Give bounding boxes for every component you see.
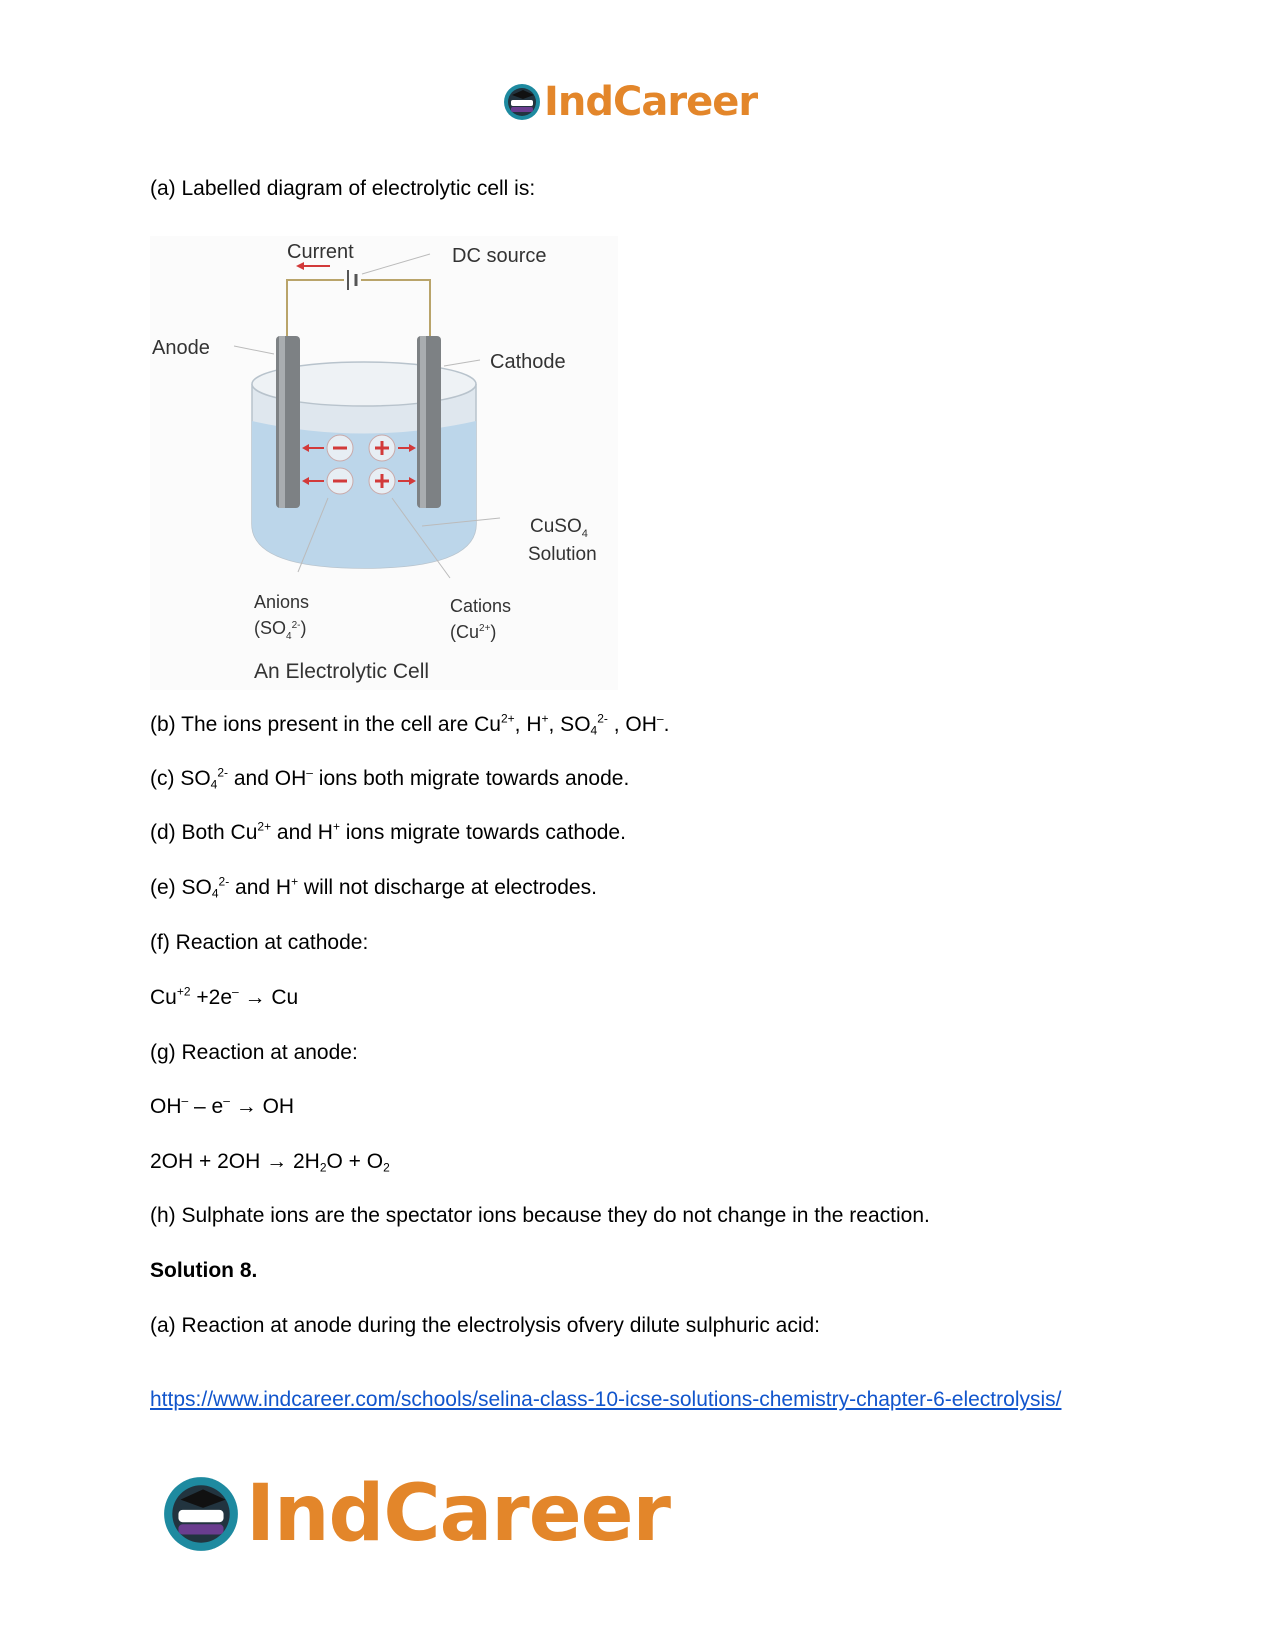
logo-wordmark: IndCareer [246,1469,670,1559]
label-solution-line-2: Solution [528,544,597,565]
book-mortarboard-icon [502,82,542,122]
paragraph-e: (e) $SO_4^{2-}$ and H+ will not discharge at electrodes. [150,874,597,901]
paragraph-s8a: (a) Reaction at anode during the electrolysis ofvery dilute sulphuric acid: [150,1314,821,1337]
label-anions-formula: $(SO_4^{2-})$ [254,618,307,642]
label-cations-formula: $(Cu^{2+})$ [450,622,497,642]
label-anode: Anode [152,337,210,359]
paragraph-a: (a) Labelled diagram of electrolytic cell is: [150,177,536,200]
footer-logo [160,1468,670,1560]
label-dc-source: DC source [452,245,547,267]
label-cathode: Cathode [490,351,566,373]
paragraph-f: (f) Reaction at cathode: [150,931,369,954]
label-anions: Anions [254,592,310,612]
figure-caption: An Electrolytic Cell [254,660,430,683]
book-mortarboard-icon [160,1473,242,1555]
label-cations: Cations [450,596,512,616]
label-solution-line-1: CuSO$_4$ [530,516,588,540]
paragraph-d: (d) Both $Cu^{2+}$ and H+ ions migrate towards cathode. [150,819,626,844]
paragraph-g: (g) Reaction at anode: [150,1041,358,1064]
source-link[interactable]: https://www.indcareer.com/schools/selina-class-10-icse-solutions-chemistry-chapter-6-electrolysis/ [150,1388,1062,1411]
solution-heading: Solution 8. [150,1259,258,1282]
equation-anode-1: OH– – e– → OH [150,1093,295,1118]
label-current: Current [287,241,354,263]
electrolytic-cell-diagram [150,236,618,690]
equation-cathode: $Cu^{+2} +2e^- \to Cu$ [150,984,299,1009]
paragraph-c: (c) $SO_4^{2-}$ and OH– ions both migrate towards anode. [150,765,630,792]
paragraph-h: (h) Sulphate ions are the spectator ions because they do not change in the reaction. [150,1204,930,1227]
header-logo [502,78,757,126]
paragraph-b: (b) The ions present in the cell are $Cu^{2+}$, H+, $SO_4^{2-}$ , OH–. [150,711,670,738]
logo-wordmark: IndCareer [544,79,758,125]
equation-anode-2: $2OH + 2OH \to 2H_2O + O_2$ [150,1150,390,1175]
